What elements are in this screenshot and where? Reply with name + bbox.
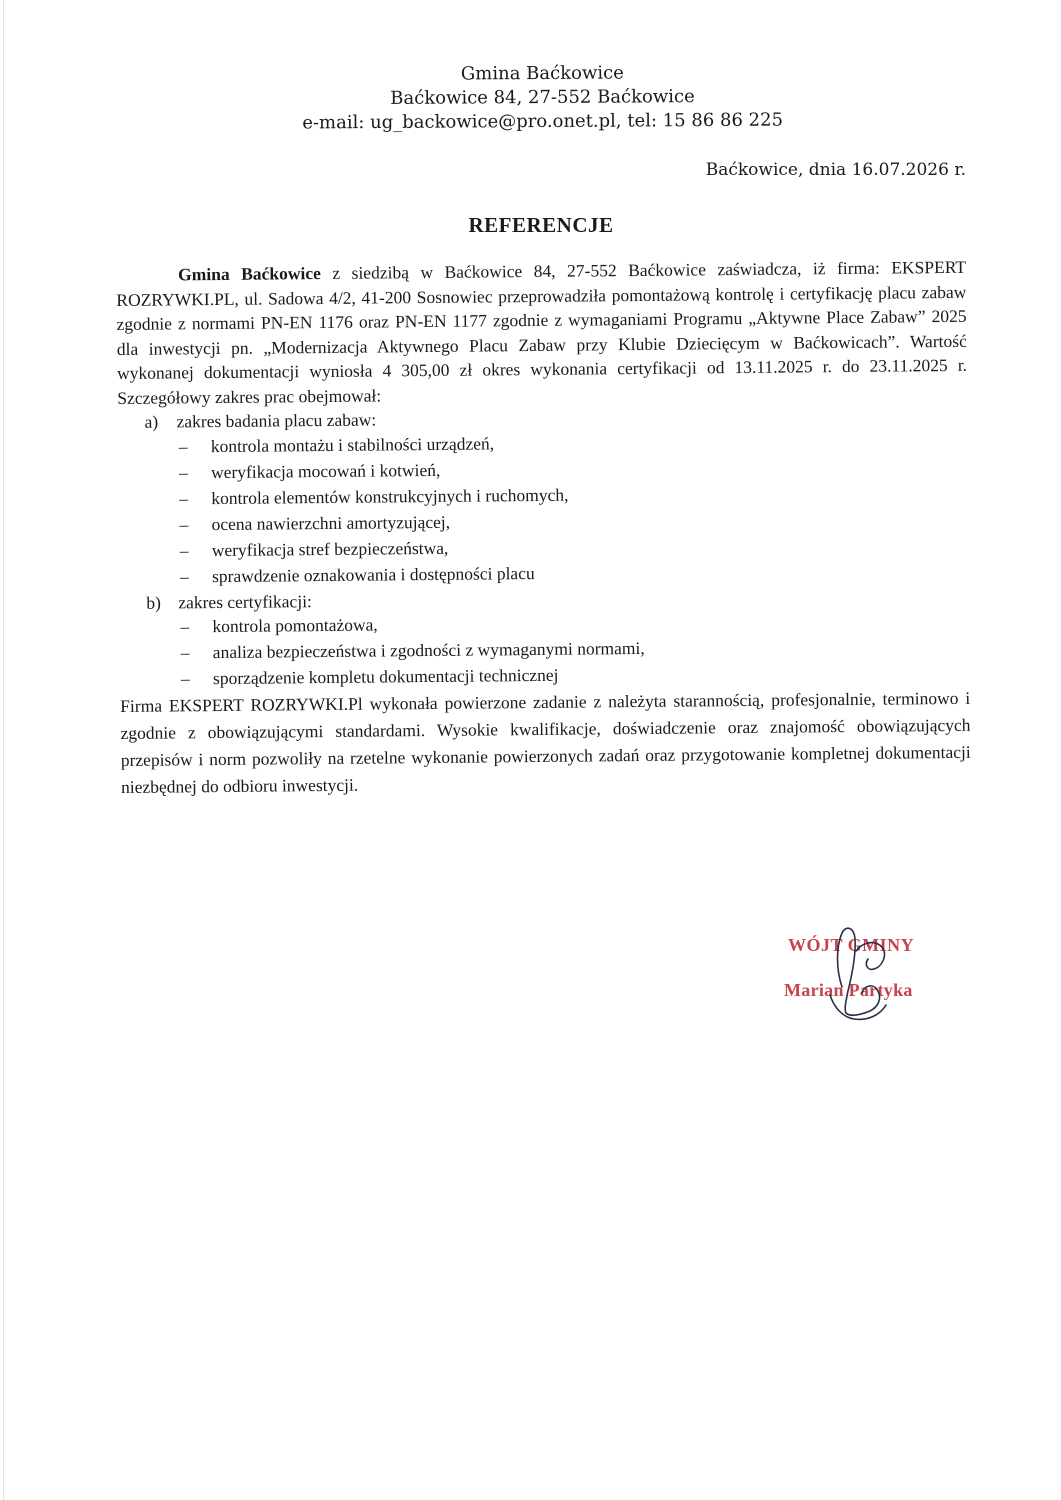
signature-block: [770, 925, 960, 1015]
dash-bullet: –: [180, 642, 190, 663]
scope-b-subitem-text: sporządzenie kompletu dokumentacji technicznej: [212, 664, 559, 689]
dash-bullet: –: [179, 487, 189, 508]
place-and-date: Baćkowice, dnia 16.07.2026 r.: [705, 160, 966, 180]
scope-sublist-a: [177, 426, 969, 588]
scope-marker-b: b): [146, 592, 161, 613]
letter-body: [116, 255, 971, 801]
intro-text: z siedzibą w Baćkowice 84, 27-552 Baćkowice zaświadcza, iż firma: EKSPERT ROZRYWKI.PL, ul. Sadowa 4/2, 41-200 Sosnowiec przeprowadziła pomontażową kontrolę i certyfikację placu zabaw zgodnie z normami PN-EN 1176 oraz PN-EN 1177 zgodnie z wymaganiami Programu „Aktywne Place Zabaw” 2025 dla inwestycji pn. „Modernizacja Aktywnego Placu Zabaw przy Klubie Dziecięcym w Baćkowicach”. Wartość wykonanej dokumentacji wyniosła 4 305,00 zł okres wykonania certyfikacji od 13.11.2025 r. do 23.11.2025 r. Szczegółowy zakres prac obejmował:: [116, 256, 968, 408]
letterhead: [0, 59, 1061, 138]
scope-label-b: zakres certyfikacji:: [178, 590, 312, 612]
scope-a-subitem-text: ocena nawierzchni amortyzującej,: [211, 511, 451, 534]
scope-list: [117, 402, 970, 692]
document-title: REFERENCJE: [468, 213, 614, 237]
letterhead-contact: e-mail: ug_backowice@pro.onet.pl, tel: 15 86 86 225: [302, 109, 784, 134]
dash-bullet: –: [179, 539, 189, 560]
scope-item-b: [119, 582, 970, 691]
stamp-name: Marian Partyka: [784, 980, 913, 1000]
intro-paragraph: [116, 255, 967, 410]
intro-bold-lead: Gmina Baćkowice: [178, 263, 321, 285]
letterhead-address: Baćkowice 84, 27-552 Baćkowice: [390, 86, 695, 109]
dash-bullet: –: [180, 668, 190, 689]
scope-sublist-b: [178, 607, 970, 691]
scope-a-subitem-text: weryfikacja mocowań i kotwień,: [210, 459, 441, 482]
scope-a-subitem-text: kontrola elementów konstrukcyjnych i ruchomych,: [211, 484, 569, 508]
stamp-title: WÓJT GMINY: [788, 935, 915, 955]
letterhead-name: Gmina Baćkowice: [460, 62, 624, 85]
dash-bullet: –: [178, 461, 188, 482]
dash-bullet: –: [178, 435, 188, 456]
scope-item-a: [117, 402, 969, 589]
handwritten-signature: [770, 925, 960, 1025]
dash-bullet: –: [179, 565, 189, 586]
dash-bullet: –: [180, 616, 190, 637]
closing-paragraph: Firma EKSPERT ROZRYWKI.Pl wykonała powierzone zadanie z należyta starannością, profesjonalnie, terminowo i zgodnie z obowiązującymi standardami. Wysokie kwalifikacje, doświadczenie oraz znajomość obowiązujących przepisów i norm pozwoliły na rzetelne wykonanie powierzonych zadań oraz przygotowanie kompletnej dokumentacji niezbędnej do odbioru inwestycji.: [120, 687, 971, 797]
scope-a-subitem-text: sprawdzenie oznakowania i dostępności placu: [211, 562, 535, 586]
scope-a-subitem-text: kontrola montażu i stabilności urządzeń,: [210, 432, 495, 456]
scope-b-subitem-text: kontrola pomontażowa,: [212, 614, 378, 637]
scope-label-a: zakres badania placu zabaw:: [176, 409, 377, 432]
dash-bullet: –: [179, 513, 189, 534]
scope-a-subitem-text: weryfikacja stref bezpieczeństwa,: [211, 537, 449, 560]
scope-marker-a: a): [144, 411, 159, 432]
scope-b-subitem-text: analiza bezpieczeństwa i zgodności z wymaganymi normami,: [212, 637, 645, 663]
